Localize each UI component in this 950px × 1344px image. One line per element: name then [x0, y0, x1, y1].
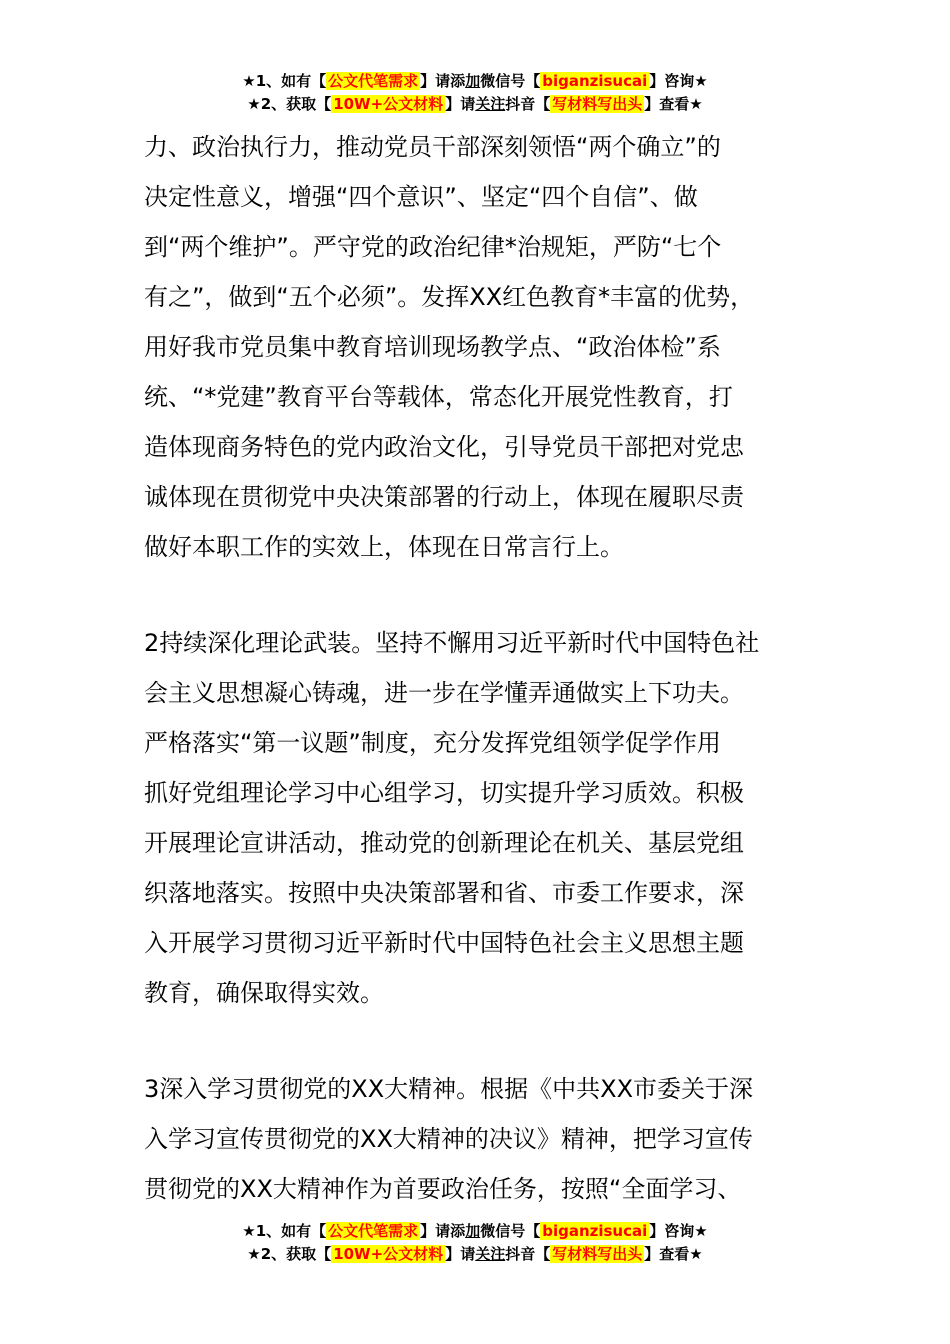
banner-text: ★2、获取【 [247, 95, 332, 113]
paragraph-gap [144, 572, 834, 618]
banner-highlight: 10W+公文材料 [333, 1245, 444, 1263]
banner-text: 】查看★ [644, 1245, 703, 1263]
banner-highlight: 公文代笔需求 [328, 72, 419, 90]
banner-line-1 [0, 1220, 950, 1243]
banner-text: 】咨询★ [649, 72, 708, 90]
document-body [144, 122, 834, 1214]
banner-line-2 [0, 1243, 950, 1266]
banner-underline: 加 [465, 1222, 481, 1240]
header-banner [0, 70, 950, 116]
banner-highlight: biganzisucai [542, 1222, 648, 1240]
paragraph-2: 2持续深化理论武装。坚持不懈用习近平新时代中国特色社 会主义思想凝心铸魂，进一步在学懂弄通做实上下功夫。 严格落实“第一议题”制度，充分发挥党组领学促学作用 抓好党组理论学习中心组学习，切实提升学习质效。积极 开展理论宣讲活动，推动党的创新理论在机关、基层党组 织落地落实。按照中央决策部署和省、市委工作要求，深 入开展学习贯彻习近平新时代中国特色社会主义思想主题 教育，确保取得实效。 [144, 629, 760, 1007]
paragraph-3: 3深入学习贯彻党的XX大精神。根据《中共XX市委关于深 入学习宣传贯彻党的XX大精神的决议》精神，把学习宣传 贯彻党的XX大精神作为首要政治任务，按照“全面学习、 [144, 1075, 754, 1203]
banner-text: 】请添 [420, 72, 466, 90]
banner-line-1 [0, 70, 950, 93]
banner-text: 抖音【 [505, 95, 551, 113]
banner-text: 】请 [445, 1245, 476, 1263]
banner-underline: 关注 [475, 95, 506, 113]
banner-highlight: biganzisucai [542, 72, 648, 90]
banner-underline: 加 [465, 72, 481, 90]
banner-text: 】咨询★ [649, 1222, 708, 1240]
banner-highlight: 10W+公文材料 [333, 95, 444, 113]
banner-underline: 关注 [475, 1245, 506, 1263]
banner-line-2 [0, 93, 950, 116]
banner-highlight: 写材料写出头 [552, 1245, 643, 1263]
paragraph-1: 力、政治执行力，推动党员干部深刻领悟“两个确立”的 决定性意义，增强“四个意识”、坚定“四个自信”、做 到“两个维护”。严守党的政治纪律*治规矩，严防“七个 有之”，做到“五个必须”。发挥XX红色教育*丰富的优势， 用好我市党员集中教育培训现场教学点、“政治体检”系 统、“*党建”教育平台等载体，常态化开展党性教育，打 造体现商务特色的党内政治文化，引导党员干部把对党忠 诚体现在贯彻党中央决策部署的行动上，体现在履职尽责 做好本职工作的实效上，体现在日常言行上。 [144, 133, 755, 561]
banner-text: 微信号【 [480, 72, 541, 90]
footer-banner [0, 1220, 950, 1266]
banner-text: 】请添 [420, 1222, 466, 1240]
paragraph-gap [144, 1018, 834, 1064]
banner-text: 微信号【 [480, 1222, 541, 1240]
banner-text: 】查看★ [644, 95, 703, 113]
banner-text: ★2、获取【 [247, 1245, 332, 1263]
banner-text: 抖音【 [505, 1245, 551, 1263]
banner-text: ★1、如有【 [242, 72, 327, 90]
banner-highlight: 写材料写出头 [552, 95, 643, 113]
banner-highlight: 公文代笔需求 [328, 1222, 419, 1240]
banner-text: 】请 [445, 95, 476, 113]
banner-text: ★1、如有【 [242, 1222, 327, 1240]
